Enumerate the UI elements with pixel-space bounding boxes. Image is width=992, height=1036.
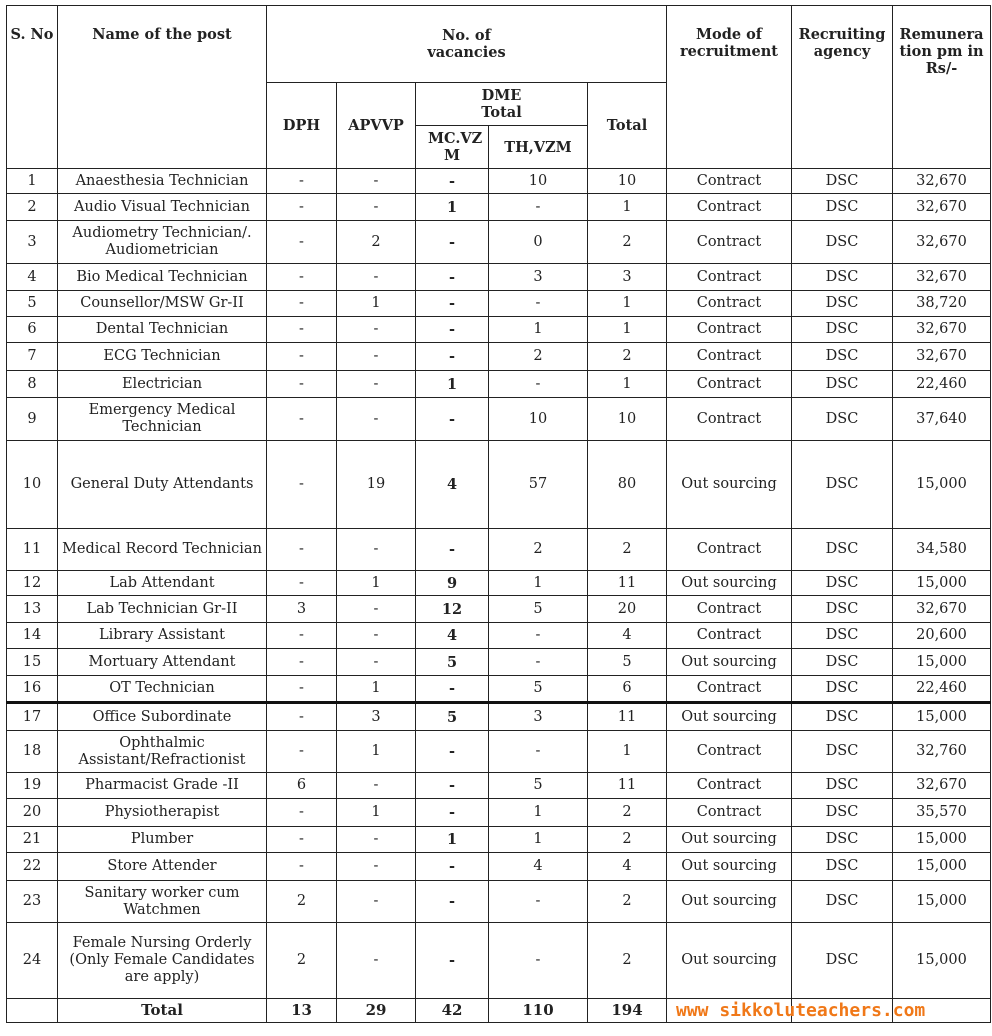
cell-mc-vzm: - <box>416 676 489 703</box>
table-row <box>7 529 991 571</box>
cell-sno: 8 <box>7 371 58 398</box>
cell-dph: - <box>267 799 337 827</box>
cell-dph: - <box>267 343 337 371</box>
cell-total: 80 <box>588 441 667 529</box>
cell-dph: - <box>267 398 337 441</box>
cell-agency: DSC <box>792 221 893 264</box>
cell-agency: DSC <box>792 853 893 881</box>
cell-remuneration: 32,760 <box>893 731 991 773</box>
cell-dph: 2 <box>267 881 337 923</box>
cell-apvvp: 1 <box>337 731 416 773</box>
cell-apvvp: - <box>337 169 416 194</box>
cell-apvvp: - <box>337 923 416 999</box>
cell-mode: Contract <box>667 291 792 317</box>
cell-th-vzm: 3 <box>489 264 588 291</box>
cell-agency: DSC <box>792 703 893 731</box>
cell-mc-vzm: - <box>416 773 489 799</box>
cell-mc-vzm: 5 <box>416 649 489 676</box>
total-total: 194 <box>588 999 667 1023</box>
cell-sno: 3 <box>7 221 58 264</box>
cell-agency: DSC <box>792 773 893 799</box>
cell-mode: Out sourcing <box>667 649 792 676</box>
cell-total: 2 <box>588 923 667 999</box>
cell-th-vzm: 57 <box>489 441 588 529</box>
cell-post-name: Bio Medical Technician <box>58 264 267 291</box>
header-name: Name of the post <box>58 6 267 169</box>
cell-post-name: Emergency Medical Technician <box>58 398 267 441</box>
cell-th-vzm: - <box>489 731 588 773</box>
cell-total: 11 <box>588 703 667 731</box>
cell-post-name: Mortuary Attendant <box>58 649 267 676</box>
cell-apvvp: 1 <box>337 676 416 703</box>
cell-mc-vzm: - <box>416 221 489 264</box>
cell-remuneration: 32,670 <box>893 169 991 194</box>
cell-remuneration: 15,000 <box>893 441 991 529</box>
cell-mode: Contract <box>667 676 792 703</box>
cell-total: 1 <box>588 291 667 317</box>
table-row <box>7 441 991 529</box>
cell-th-vzm: 1 <box>489 799 588 827</box>
cell-th-vzm: 1 <box>489 317 588 343</box>
cell-sno: 2 <box>7 194 58 221</box>
cell-remuneration: 32,670 <box>893 773 991 799</box>
cell-th-vzm: 4 <box>489 853 588 881</box>
cell-total: 2 <box>588 221 667 264</box>
table-row <box>7 923 991 999</box>
cell-apvvp: - <box>337 623 416 649</box>
cell-post-name: Dental Technician <box>58 317 267 343</box>
cell-total: 2 <box>588 343 667 371</box>
cell-mc-vzm: - <box>416 923 489 999</box>
cell-post-name: Library Assistant <box>58 623 267 649</box>
cell-sno: 13 <box>7 596 58 623</box>
cell-remuneration: 35,570 <box>893 799 991 827</box>
cell-mode: Out sourcing <box>667 571 792 596</box>
cell-th-vzm: 3 <box>489 703 588 731</box>
cell-mode: Contract <box>667 623 792 649</box>
cell-mc-vzm: - <box>416 317 489 343</box>
cell-th-vzm: - <box>489 623 588 649</box>
cell-dph: - <box>267 441 337 529</box>
cell-total: 1 <box>588 371 667 398</box>
cell-sno: 1 <box>7 169 58 194</box>
cell-mode: Contract <box>667 264 792 291</box>
cell-mode: Contract <box>667 529 792 571</box>
table-row <box>7 881 991 923</box>
cell-sno: 14 <box>7 623 58 649</box>
cell-mc-vzm: - <box>416 799 489 827</box>
table-row <box>7 194 991 221</box>
cell-dph: - <box>267 623 337 649</box>
cell-total: 2 <box>588 799 667 827</box>
cell-remuneration: 32,670 <box>893 221 991 264</box>
table-row <box>7 731 991 773</box>
cell-th-vzm: 5 <box>489 676 588 703</box>
cell-remuneration: 15,000 <box>893 881 991 923</box>
cell-post-name: Anaesthesia Technician <box>58 169 267 194</box>
cell-mc-vzm: - <box>416 169 489 194</box>
cell-sno: 15 <box>7 649 58 676</box>
cell-post-name: Audiometry Technician/. Audiometrician <box>58 221 267 264</box>
watermark: www sikkoluteachers.com <box>676 1000 926 1021</box>
cell-dph: 2 <box>267 923 337 999</box>
table-row <box>7 827 991 853</box>
cell-sno: 18 <box>7 731 58 773</box>
table-row <box>7 571 991 596</box>
total-apvvp: 29 <box>337 999 416 1023</box>
cell-dph: - <box>267 317 337 343</box>
table-row <box>7 799 991 827</box>
cell-mode: Contract <box>667 169 792 194</box>
cell-mode: Contract <box>667 596 792 623</box>
cell-post-name: Audio Visual Technician <box>58 194 267 221</box>
cell-sno: 7 <box>7 343 58 371</box>
cell-mode: Out sourcing <box>667 853 792 881</box>
cell-sno: 16 <box>7 676 58 703</box>
cell-agency: DSC <box>792 317 893 343</box>
cell-apvvp: - <box>337 649 416 676</box>
cell-agency: DSC <box>792 799 893 827</box>
cell-remuneration: 15,000 <box>893 649 991 676</box>
cell-mc-vzm: 1 <box>416 194 489 221</box>
header-apvvp: APVVP <box>337 83 416 169</box>
cell-th-vzm: - <box>489 649 588 676</box>
cell-sno: 19 <box>7 773 58 799</box>
cell-remuneration: 34,580 <box>893 529 991 571</box>
cell-mc-vzm: 1 <box>416 827 489 853</box>
cell-total: 1 <box>588 194 667 221</box>
cell-dph: 3 <box>267 596 337 623</box>
cell-post-name: Sanitary worker cum Watchmen <box>58 881 267 923</box>
cell-th-vzm: - <box>489 371 588 398</box>
cell-remuneration: 37,640 <box>893 398 991 441</box>
cell-remuneration: 15,000 <box>893 923 991 999</box>
header-vacancies: No. of vacancies <box>267 6 667 83</box>
table-row <box>7 853 991 881</box>
cell-agency: DSC <box>792 194 893 221</box>
cell-agency: DSC <box>792 398 893 441</box>
cell-dph: - <box>267 676 337 703</box>
cell-total: 10 <box>588 169 667 194</box>
table-row <box>7 264 991 291</box>
table-row <box>7 596 991 623</box>
cell-agency: DSC <box>792 441 893 529</box>
cell-total: 4 <box>588 853 667 881</box>
cell-th-vzm: 10 <box>489 398 588 441</box>
cell-post-name: General Duty Attendants <box>58 441 267 529</box>
cell-apvvp: - <box>337 398 416 441</box>
cell-mc-vzm: - <box>416 398 489 441</box>
cell-post-name: Female Nursing Orderly (Only Female Candidates are apply) <box>58 923 267 999</box>
cell-apvvp: - <box>337 194 416 221</box>
cell-mc-vzm: - <box>416 264 489 291</box>
cell-total: 6 <box>588 676 667 703</box>
cell-remuneration: 15,000 <box>893 827 991 853</box>
cell-dph: 6 <box>267 773 337 799</box>
cell-dph: - <box>267 371 337 398</box>
cell-total: 2 <box>588 827 667 853</box>
cell-th-vzm: - <box>489 194 588 221</box>
cell-th-vzm: 10 <box>489 169 588 194</box>
cell-post-name: Electrician <box>58 371 267 398</box>
cell-apvvp: 1 <box>337 291 416 317</box>
table-row <box>7 649 991 676</box>
cell-apvvp: 3 <box>337 703 416 731</box>
cell-mc-vzm: 5 <box>416 703 489 731</box>
cell-agency: DSC <box>792 343 893 371</box>
cell-mode: Contract <box>667 773 792 799</box>
table-row <box>7 221 991 264</box>
cell-remuneration: 32,670 <box>893 264 991 291</box>
table-row <box>7 773 991 799</box>
cell-mode: Out sourcing <box>667 827 792 853</box>
cell-mode: Contract <box>667 731 792 773</box>
cell-agency: DSC <box>792 571 893 596</box>
cell-remuneration: 32,670 <box>893 343 991 371</box>
cell-total: 10 <box>588 398 667 441</box>
cell-apvvp: - <box>337 596 416 623</box>
table-row <box>7 371 991 398</box>
cell-th-vzm: 5 <box>489 773 588 799</box>
cell-mode: Out sourcing <box>667 881 792 923</box>
cell-dph: - <box>267 264 337 291</box>
cell-agency: DSC <box>792 827 893 853</box>
cell-agency: DSC <box>792 529 893 571</box>
cell-sno: 22 <box>7 853 58 881</box>
cell-th-vzm: 0 <box>489 221 588 264</box>
cell-apvvp: - <box>337 853 416 881</box>
cell-mc-vzm: - <box>416 881 489 923</box>
cell-th-vzm: 1 <box>489 827 588 853</box>
header-mode: Mode of recruitment <box>667 6 792 169</box>
cell-apvvp: 19 <box>337 441 416 529</box>
cell-th-vzm: 1 <box>489 571 588 596</box>
table-row <box>7 343 991 371</box>
vacancy-table <box>6 5 991 1023</box>
cell-mc-vzm: - <box>416 853 489 881</box>
cell-post-name: ECG Technician <box>58 343 267 371</box>
cell-mc-vzm: 9 <box>416 571 489 596</box>
header-agency: Recruiting agency <box>792 6 893 169</box>
cell-post-name: Counsellor/MSW Gr-II <box>58 291 267 317</box>
cell-sno: 5 <box>7 291 58 317</box>
cell-mode: Contract <box>667 371 792 398</box>
table-row <box>7 291 991 317</box>
cell-dph: - <box>267 731 337 773</box>
cell-remuneration: 38,720 <box>893 291 991 317</box>
cell-th-vzm: - <box>489 881 588 923</box>
cell-mc-vzm: - <box>416 731 489 773</box>
cell-apvvp: - <box>337 827 416 853</box>
cell-remuneration: 32,670 <box>893 596 991 623</box>
cell-apvvp: - <box>337 529 416 571</box>
cell-dph: - <box>267 194 337 221</box>
cell-total: 1 <box>588 317 667 343</box>
table-row <box>7 623 991 649</box>
cell-post-name: Pharmacist Grade -II <box>58 773 267 799</box>
cell-apvvp: - <box>337 343 416 371</box>
cell-agency: DSC <box>792 923 893 999</box>
cell-dph: - <box>267 571 337 596</box>
cell-mode: Contract <box>667 343 792 371</box>
cell-apvvp: 1 <box>337 571 416 596</box>
cell-mc-vzm: - <box>416 291 489 317</box>
cell-sno: 20 <box>7 799 58 827</box>
cell-remuneration: 22,460 <box>893 371 991 398</box>
cell-agency: DSC <box>792 676 893 703</box>
cell-dph: - <box>267 853 337 881</box>
cell-remuneration: 22,460 <box>893 676 991 703</box>
cell-total: 3 <box>588 264 667 291</box>
cell-mode: Out sourcing <box>667 923 792 999</box>
cell-apvvp: 2 <box>337 221 416 264</box>
cell-th-vzm: - <box>489 923 588 999</box>
header-total: Total <box>588 83 667 169</box>
cell-post-name: Store Attender <box>58 853 267 881</box>
header-sno: S. No <box>7 6 58 169</box>
cell-post-name: Medical Record Technician <box>58 529 267 571</box>
cell-agency: DSC <box>792 623 893 649</box>
cell-th-vzm: 5 <box>489 596 588 623</box>
cell-dph: - <box>267 291 337 317</box>
cell-agency: DSC <box>792 371 893 398</box>
cell-remuneration: 32,670 <box>893 194 991 221</box>
cell-total: 2 <box>588 881 667 923</box>
cell-remuneration: 20,600 <box>893 623 991 649</box>
header-th: TH,VZM <box>489 126 588 169</box>
cell-mode: Out sourcing <box>667 441 792 529</box>
cell-agency: DSC <box>792 169 893 194</box>
cell-sno: 17 <box>7 703 58 731</box>
cell-sno: 12 <box>7 571 58 596</box>
cell-dph: - <box>267 827 337 853</box>
cell-post-name: Lab Attendant <box>58 571 267 596</box>
cell-mode: Contract <box>667 398 792 441</box>
cell-agency: DSC <box>792 881 893 923</box>
cell-post-name: Lab Technician Gr-II <box>58 596 267 623</box>
cell-remuneration: 15,000 <box>893 853 991 881</box>
cell-agency: DSC <box>792 731 893 773</box>
total-label: Total <box>58 999 267 1023</box>
cell-mode: Contract <box>667 317 792 343</box>
cell-agency: DSC <box>792 264 893 291</box>
total-th: 110 <box>489 999 588 1023</box>
cell-mc-vzm: 4 <box>416 441 489 529</box>
cell-apvvp: - <box>337 264 416 291</box>
cell-total: 11 <box>588 571 667 596</box>
cell-mode: Contract <box>667 194 792 221</box>
cell-mode: Contract <box>667 221 792 264</box>
cell-apvvp: - <box>337 881 416 923</box>
cell-apvvp: 1 <box>337 799 416 827</box>
cell-sno: 4 <box>7 264 58 291</box>
cell-sno: 24 <box>7 923 58 999</box>
cell-th-vzm: 2 <box>489 343 588 371</box>
cell-mc-vzm: 12 <box>416 596 489 623</box>
cell-sno: 10 <box>7 441 58 529</box>
cell-mc-vzm: - <box>416 529 489 571</box>
header-mc: MC.VZ M <box>416 126 489 169</box>
cell-mode: Contract <box>667 799 792 827</box>
cell-apvvp: - <box>337 371 416 398</box>
header-dph: DPH <box>267 83 337 169</box>
cell-post-name: Physiotherapist <box>58 799 267 827</box>
cell-agency: DSC <box>792 596 893 623</box>
cell-th-vzm: 2 <box>489 529 588 571</box>
cell-sno: 23 <box>7 881 58 923</box>
cell-total: 2 <box>588 529 667 571</box>
table-row <box>7 398 991 441</box>
header-pay: Remunera tion pm in Rs/- <box>893 6 991 169</box>
cell-total: 1 <box>588 731 667 773</box>
cell-th-vzm: - <box>489 291 588 317</box>
total-dph: 13 <box>267 999 337 1023</box>
cell-post-name: Office Subordinate <box>58 703 267 731</box>
cell-post-name: Ophthalmic Assistant/Refractionist <box>58 731 267 773</box>
header-dme: DME Total <box>416 83 588 126</box>
cell-apvvp: - <box>337 317 416 343</box>
cell-remuneration: 32,670 <box>893 317 991 343</box>
cell-dph: - <box>267 703 337 731</box>
cell-mc-vzm: 4 <box>416 623 489 649</box>
total-mc: 42 <box>416 999 489 1023</box>
cell-agency: DSC <box>792 291 893 317</box>
total-empty <box>7 999 58 1023</box>
cell-apvvp: - <box>337 773 416 799</box>
cell-dph: - <box>267 649 337 676</box>
cell-post-name: OT Technician <box>58 676 267 703</box>
cell-sno: 11 <box>7 529 58 571</box>
cell-sno: 6 <box>7 317 58 343</box>
cell-total: 11 <box>588 773 667 799</box>
cell-remuneration: 15,000 <box>893 571 991 596</box>
cell-remuneration: 15,000 <box>893 703 991 731</box>
cell-sno: 9 <box>7 398 58 441</box>
cell-dph: - <box>267 169 337 194</box>
table-row <box>7 676 991 703</box>
cell-mode: Out sourcing <box>667 703 792 731</box>
cell-dph: - <box>267 221 337 264</box>
cell-dph: - <box>267 529 337 571</box>
cell-mc-vzm: 1 <box>416 371 489 398</box>
cell-agency: DSC <box>792 649 893 676</box>
cell-total: 20 <box>588 596 667 623</box>
cell-total: 4 <box>588 623 667 649</box>
cell-post-name: Plumber <box>58 827 267 853</box>
cell-mc-vzm: - <box>416 343 489 371</box>
table-row <box>7 703 991 731</box>
cell-sno: 21 <box>7 827 58 853</box>
cell-total: 5 <box>588 649 667 676</box>
table-row <box>7 169 991 194</box>
table-row <box>7 317 991 343</box>
